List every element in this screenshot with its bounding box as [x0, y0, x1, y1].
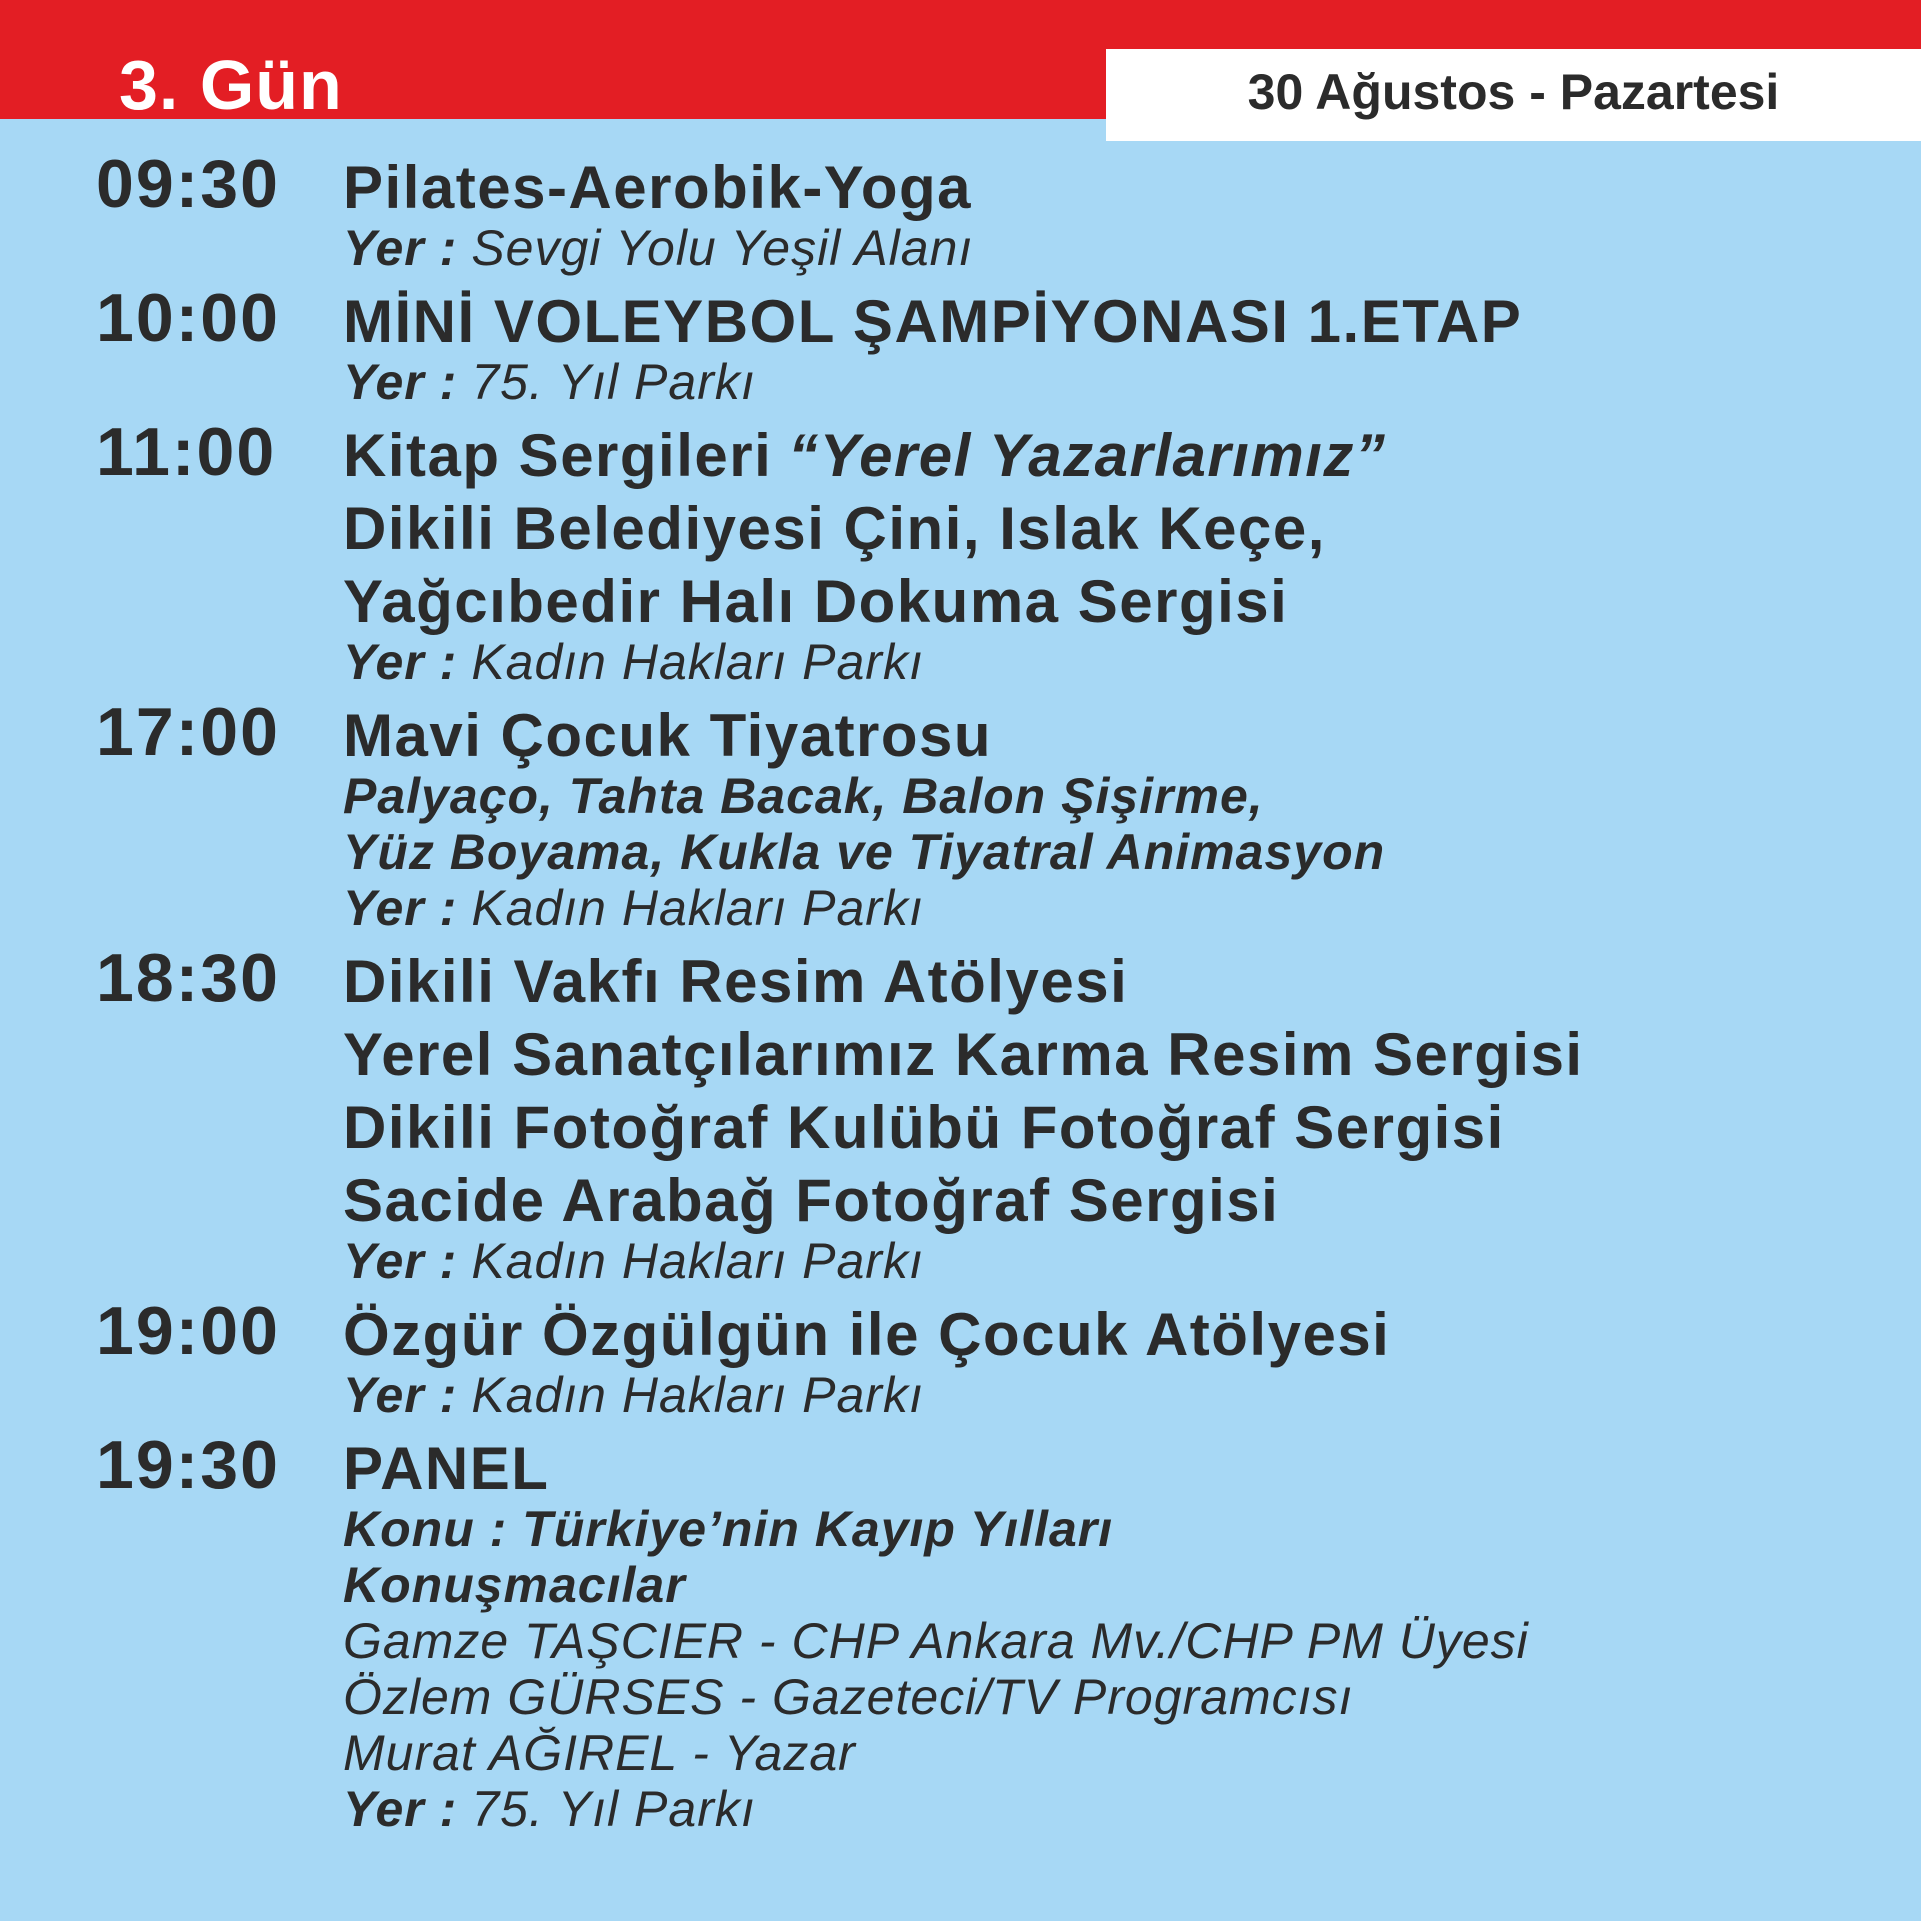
panel-topic: Konu : Türkiye’nin Kayıp Yılları: [343, 1501, 1114, 1557]
location-value: 75. Yıl Parkı: [471, 354, 756, 410]
event-content: [343, 1432, 1921, 1837]
location-label: Yer :: [343, 220, 458, 276]
event-title: Özgür Özgülgün ile Çocuk Atölyesi: [343, 1301, 1391, 1368]
event-time: 19:30: [96, 1427, 280, 1503]
event-details: [343, 220, 1921, 276]
location-value: Kadın Hakları Parkı: [471, 880, 924, 936]
event-title-line: Sacide Arabağ Fotoğraf Sergisi: [343, 1167, 1280, 1234]
speaker-line: Gamze TAŞCIER - CHP Ankara Mv./CHP PM Üyesi: [343, 1613, 1529, 1669]
event-content: [343, 419, 1921, 690]
event-details: [343, 354, 1921, 410]
date-label: 30 Ağustos - Pazartesi: [1247, 64, 1780, 120]
event-item: [0, 280, 1921, 410]
event-time: 18:30: [96, 940, 280, 1016]
event-details: [343, 1367, 1921, 1423]
event-content: [343, 151, 1921, 276]
event-title-line: Dikili Fotoğraf Kulübü Fotoğraf Sergisi: [343, 1094, 1505, 1161]
event-content: [343, 285, 1921, 410]
event-item: [0, 694, 1921, 936]
location-label: Yer :: [343, 1233, 458, 1289]
event-title: Mavi Çocuk Tiyatrosu: [343, 702, 993, 769]
event-title-text: Kitap Sergileri: [343, 422, 773, 489]
location-value: Kadın Hakları Parkı: [471, 634, 924, 690]
speaker-line: Özlem GÜRSES - Gazeteci/TV Programcısı: [343, 1669, 1354, 1725]
event-title: PANEL: [343, 1435, 550, 1502]
event-title: MİNİ VOLEYBOL ŞAMPİYONASI 1.ETAP: [343, 288, 1523, 355]
event-title: Dikili Vakfı Resim Atölyesi: [343, 948, 1129, 1015]
speakers-heading: Konuşmacılar: [343, 1557, 686, 1613]
day-label: 3. Gün: [119, 46, 343, 124]
event-details: [343, 1233, 1921, 1289]
event-details: [343, 768, 1921, 936]
location-label: Yer :: [343, 634, 458, 690]
event-location: [343, 880, 1921, 936]
event-content: [343, 945, 1921, 1289]
event-details: [343, 1501, 1921, 1837]
event-content: [343, 1298, 1921, 1423]
event-item: [0, 414, 1921, 690]
event-title-line: Dikili Belediyesi Çini, Islak Keçe,: [343, 495, 1326, 562]
event-location: [343, 354, 1921, 410]
location-label: Yer :: [343, 1367, 458, 1423]
event-item: [0, 1293, 1921, 1423]
event-detail-line: Palyaço, Tahta Bacak, Balon Şişirme,: [343, 768, 1264, 824]
event-location: [343, 634, 1921, 690]
event-title: Pilates-Aerobik-Yoga: [343, 154, 973, 221]
location-value: Kadın Hakları Parkı: [471, 1233, 924, 1289]
event-time: 19:00: [96, 1293, 280, 1369]
location-value: 75. Yıl Parkı: [471, 1781, 756, 1837]
location-value: Kadın Hakları Parkı: [471, 1367, 924, 1423]
event-time: 11:00: [96, 414, 277, 490]
speaker-line: Murat AĞIREL - Yazar: [343, 1725, 856, 1781]
event-details: [343, 634, 1921, 690]
event-item: [0, 146, 1921, 276]
event-location: [343, 1367, 1921, 1423]
event-location: [343, 1781, 1921, 1837]
event-title-line: Yerel Sanatçılarımız Karma Resim Sergisi: [343, 1021, 1584, 1088]
location-label: Yer :: [343, 1781, 458, 1837]
location-label: Yer :: [343, 354, 458, 410]
event-content: [343, 699, 1921, 936]
location-value: Sevgi Yolu Yeşil Alanı: [471, 220, 974, 276]
event-location: [343, 220, 1921, 276]
event-item: [0, 940, 1921, 1289]
event-time: 09:30: [96, 146, 280, 222]
event-title: [343, 419, 1921, 492]
event-item: [0, 1427, 1921, 1837]
event-list: [0, 146, 1921, 1846]
event-location: [343, 1233, 1921, 1289]
event-detail-line: Yüz Boyama, Kukla ve Tiyatral Animasyon: [343, 824, 1386, 880]
event-title-quote: “Yerel Yazarlarımız”: [788, 422, 1387, 489]
date-box: [1106, 49, 1921, 141]
event-title-line: Yağcıbedir Halı Dokuma Sergisi: [343, 568, 1289, 635]
event-time: 17:00: [96, 694, 280, 770]
event-time: 10:00: [96, 280, 280, 356]
location-label: Yer :: [343, 880, 458, 936]
